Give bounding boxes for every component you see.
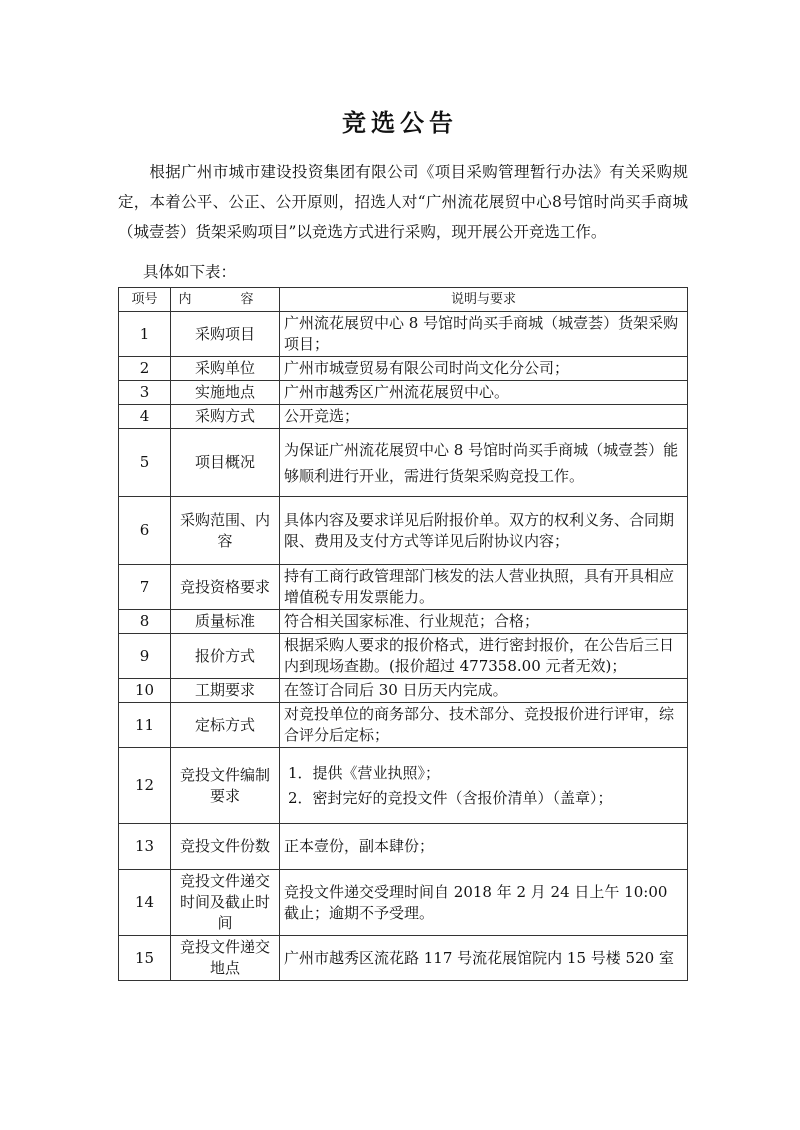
row-desc: 广州市越秀区广州流花展贸中心。: [280, 381, 688, 405]
row-item: 竞投文件编制要求: [171, 748, 280, 824]
row-desc: 广州市越秀区流花路 117 号流花展馆院内 15 号楼 520 室: [280, 936, 688, 981]
row-desc: 广州市城壹贸易有限公司时尚文化分公司；: [280, 357, 688, 381]
intro-paragraph-text: 根据广州市城市建设投资集团有限公司《项目采购管理暂行办法》有关采购规定，本着公平、公正、公开原则，招选人对“广州流花展贸中心8号馆时尚买手商城（城壹荟）货架采购项目”以竞选方式进行采购，现开展公开竞选工作。: [118, 163, 688, 241]
row-desc: 具体内容及要求详见后附报价单。双方的权利义务、合同期限、费用及支付方式等详见后附协议内容；: [280, 497, 688, 565]
row-no: 15: [119, 936, 171, 981]
table-header-row: [119, 288, 688, 312]
row-no: 11: [119, 703, 171, 748]
desc-line: 2．密封完好的竞投文件（含报价清单）（盖章）；: [288, 788, 613, 807]
row-desc: 符合相关国家标准、行业规范；合格；: [280, 610, 688, 634]
table-row: [119, 936, 688, 981]
header-content: 内 容: [171, 288, 280, 312]
row-desc: [280, 748, 688, 824]
row-no: 8: [119, 610, 171, 634]
header-description: 说明与要求: [280, 288, 688, 312]
row-desc: 持有工商行政管理部门核发的法人营业执照，具有开具相应增值税专用发票能力。: [280, 565, 688, 610]
row-item: 工期要求: [171, 679, 280, 703]
row-item: 采购项目: [171, 312, 280, 357]
table-row: [119, 405, 688, 429]
row-no: 12: [119, 748, 171, 824]
row-desc: 为保证广州流花展贸中心 8 号馆时尚买手商城（城壹荟）能够顺利进行开业，需进行货架采购竞投工作。: [280, 429, 688, 497]
table-row: [119, 703, 688, 748]
table-row: [119, 381, 688, 405]
row-item: 质量标准: [171, 610, 280, 634]
table-row: [119, 357, 688, 381]
table-row: [119, 679, 688, 703]
row-item: 竞投文件递交时间及截止时间: [171, 870, 280, 936]
table-row: [119, 429, 688, 497]
row-item: 采购单位: [171, 357, 280, 381]
table-row: [119, 824, 688, 870]
row-item: 竞投资格要求: [171, 565, 280, 610]
row-desc: 在签订合同后 30 日历天内完成。: [280, 679, 688, 703]
row-no: 13: [119, 824, 171, 870]
table-row: [119, 748, 688, 824]
row-no: 3: [119, 381, 171, 405]
table-row: [119, 634, 688, 679]
table-row: [119, 565, 688, 610]
table-row: [119, 497, 688, 565]
row-desc: 正本壹份，副本肆份；: [280, 824, 688, 870]
desc-line: 1．提供《营业执照》；: [288, 763, 441, 782]
row-no: 7: [119, 565, 171, 610]
row-no: 2: [119, 357, 171, 381]
table-row: [119, 610, 688, 634]
row-item: 项目概况: [171, 429, 280, 497]
row-item: 竞投文件份数: [171, 824, 280, 870]
row-no: 14: [119, 870, 171, 936]
row-no: 6: [119, 497, 171, 565]
row-desc: 竞投文件递交受理时间自 2018 年 2 月 24 日上午 10:00 截止；逾期不予受理。: [280, 870, 688, 936]
table-row: [119, 312, 688, 357]
row-item: 报价方式: [171, 634, 280, 679]
row-desc: 根据采购人要求的报价格式，进行密封报价，在公告后三日内到现场查勘。(报价超过 477358.00 元者无效)；: [280, 634, 688, 679]
row-item: 定标方式: [171, 703, 280, 748]
table-row: [119, 870, 688, 936]
row-no: 1: [119, 312, 171, 357]
row-item: 采购范围、内容: [171, 497, 280, 565]
row-desc: 对竞投单位的商务部分、技术部分、竞投报价进行评审，综合评分后定标；: [280, 703, 688, 748]
row-desc: 广州流花展贸中心 8 号馆时尚买手商城（城壹荟）货架采购项目；: [280, 312, 688, 357]
table-intro: 具体如下表：: [143, 263, 237, 281]
intro-paragraph: [118, 157, 688, 247]
row-no: 4: [119, 405, 171, 429]
row-desc: 公开竞选；: [280, 405, 688, 429]
row-item: 采购方式: [171, 405, 280, 429]
row-item: 竞投文件递交地点: [171, 936, 280, 981]
row-no: 9: [119, 634, 171, 679]
page-title: 竞选公告: [342, 108, 458, 137]
row-no: 10: [119, 679, 171, 703]
requirements-table: [118, 287, 688, 981]
header-no: 项号: [119, 288, 171, 312]
row-item: 实施地点: [171, 381, 280, 405]
row-no: 5: [119, 429, 171, 497]
